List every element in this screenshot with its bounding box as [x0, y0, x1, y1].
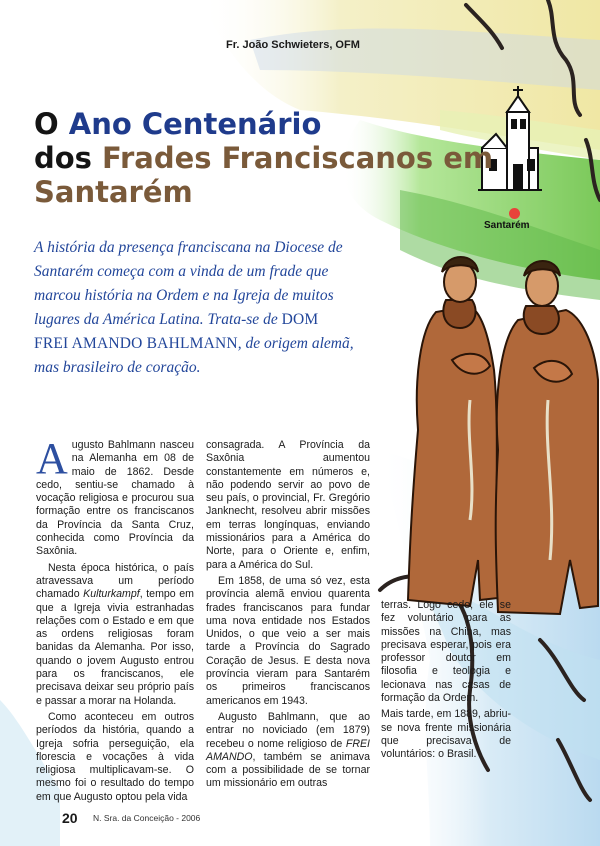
title-line1-pre: O [34, 107, 69, 141]
paragraph-text: Mais tarde, em 1889, abriu-se nova frente missionária que precisava de voluntários: o Brasil. [381, 708, 511, 761]
paragraph-text: Nesta época histórica, o país atravessava um período chamado [36, 561, 194, 601]
paragraph [206, 439, 370, 572]
article-column-2 [206, 439, 370, 794]
paragraph-text: , também se animava com a possibilidade de se tornar um missionário em outras [206, 750, 370, 790]
title-line2-pre: dos [34, 141, 103, 175]
author-byline: Fr. João Schwieters, OFM [226, 39, 360, 51]
article-column-1 [36, 434, 194, 807]
paragraph [36, 434, 194, 559]
title-line1-accent: Ano Centenário [68, 107, 322, 141]
city-label: Santarém [484, 220, 530, 231]
page-number: 20 [62, 810, 78, 826]
paragraph [36, 711, 194, 804]
paragraph [206, 575, 370, 708]
friars-illustration [408, 257, 598, 614]
paragraph [381, 599, 511, 705]
city-marker-dot [509, 208, 520, 219]
paragraph-text: ugusto Bahlmann nasceu na Alemanha em 08 de maio de 1862. Desde cedo, sentiu-se chamado à vocação religiosa e procurou sua formação entre os franciscanos da Província da Santa Cruz, conhecida como Província da Saxônia. [36, 439, 194, 558]
paragraph-emphasis: FREI AMANDO [206, 737, 370, 763]
drop-cap: A [36, 434, 68, 483]
paragraph [36, 562, 194, 708]
paragraph-text: , tempo em que a Igreja vivia estranhadas relações com o Estado e em que as ordens religiosas foram banidas da Alemanha. Por isso, quando o jovem Augusto entrou para os franciscanos, ele precisava deixar seu próprio país e passar a morar na Holanda. [36, 588, 194, 707]
publication-footer: N. Sra. da Conceição - 2006 [93, 813, 201, 823]
intro-name-caps: DOM FREI AMANDO BAHLMANN [34, 311, 319, 352]
article-title [34, 107, 493, 209]
title-line3: Santarém [34, 175, 193, 209]
intro-paragraph [34, 236, 354, 380]
paragraph-text: Como aconteceu em outros períodos da história, quando a Igreja sofria perseguição, ela florescia e vocações à vida religiosa multiplicavam-se. O mesmo foi o resultado do tempo em que Augusto optou pela vida [36, 710, 194, 803]
paragraph [206, 711, 370, 791]
paragraph-text: terras. Logo cedo, ele se fez voluntário para as missões na China, mas precisava esperar, pois era professor doutor em filosofia e teologia e lecionava nas casas de formação da Ordem. [381, 599, 511, 705]
paragraph-text: consagrada. A Província da Saxônia aumentou constantemente em números e, não podendo servir ao povo de seu país, o provincial, Fr. Gregório Janknecht, resolveu abrir missões em terras longínquas, enviando missionários para a América do Norte, para o Oriente e, enfim, para a América do Sul. [206, 439, 370, 571]
intro-text-before: A história da presença franciscana na Diocese de Santarém começa com a vinda de um frade que marcou história na Ordem e na Igreja de muitos lugares da América Latina. Trata-se de [34, 239, 343, 328]
title-line2-accent: Frades Franciscanos em [102, 141, 494, 175]
paragraph [381, 708, 511, 761]
paragraph-text: Em 1858, de uma só vez, esta província alemã enviou quarenta frades franciscanos para fundar uma nova entidade nos Estados Unidos, o que veio a ser mais tarde a Província do Sagrado Coração de Jesus. E desta nova província vieram para Santarém os primeiros franciscanos americanos em 1943. [206, 574, 370, 707]
paragraph-text: Augusto Bahlmann, que ao entrar no noviciado (em 1879) recebeu o nome religioso de [206, 710, 370, 750]
paragraph-emphasis: Kulturkampf [83, 588, 140, 601]
intro-text-after: , de origem alemã, mas brasileiro de coração. [34, 335, 354, 376]
article-column-3 [381, 599, 511, 765]
